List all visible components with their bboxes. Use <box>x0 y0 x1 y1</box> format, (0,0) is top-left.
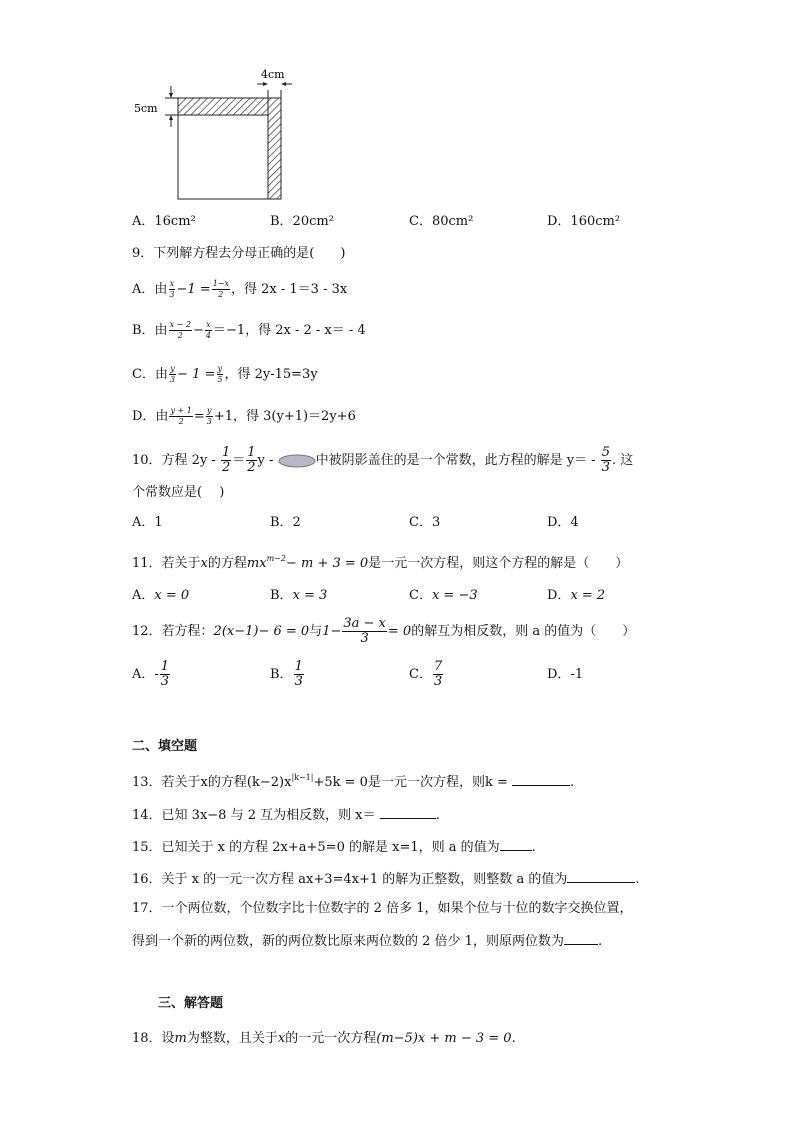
fraction: $\frac{y}{3}$ <box>169 364 176 384</box>
fraction: $\frac{1}{3}$ <box>160 659 170 689</box>
q10-option-b[interactable]: B．2 <box>270 515 301 530</box>
answer-blank[interactable] <box>500 838 532 851</box>
q9-option-a[interactable]: A．由 $\frac{x}{3}$ −1 = $\frac{1-x}{2}$ ，得 2x - 1＝3 - 3x <box>132 279 348 299</box>
q12-option-d[interactable]: D．-1 <box>547 667 584 682</box>
q9-stem: 9．下列解方程去分母正确的是( ) <box>132 246 346 261</box>
q13-stem: 13．若关于x的方程$(k-2)x^{|k-1|}+5k = 0$是一元一次方程，则k = . <box>132 773 575 790</box>
q8-option-b[interactable]: B．20cm² <box>270 214 334 229</box>
answer-blank[interactable] <box>567 870 635 883</box>
q8-option-a[interactable]: A．16cm² <box>132 214 196 229</box>
fraction: $\frac{7}{3}$ <box>433 659 443 689</box>
fraction: $\frac{1}{2}$ <box>247 445 256 475</box>
section-solutions-heading: 三、解答题 <box>158 996 224 1011</box>
q9-option-d[interactable]: D．由 $\frac{y + 1}{2}$ = $\frac{y}{3}$ +1，得 3(y+1)＝2y+6 <box>132 406 356 426</box>
fraction: $\frac{5}{3}$ <box>601 445 610 475</box>
q8-option-d[interactable]: D．160cm² <box>547 214 621 229</box>
answer-blank[interactable] <box>380 806 436 819</box>
q16-stem: 16．关于 x 的一元一次方程 ax+3=4x+1 的解为正整数，则整数 a 的值为 . <box>132 872 640 887</box>
fraction: $\frac{1-x}{2}$ <box>212 279 229 299</box>
shaded-strip-right <box>268 98 281 199</box>
fraction: $\frac{y}{3}$ <box>206 406 212 426</box>
q10-option-d[interactable]: D．4 <box>547 515 579 530</box>
section-fill-in-heading: 二、填空题 <box>132 739 198 754</box>
q8-option-c[interactable]: C．80cm² <box>409 214 474 229</box>
rectangle-figure <box>125 60 305 205</box>
original-square <box>178 115 268 199</box>
q11-option-a[interactable]: A．x = 0 <box>132 588 190 603</box>
q11-stem: 11．若关于x的方程$mx^{m-2}- m + 3 = 0$是一元一次方程，则这个方程的解是（ ） <box>132 554 629 571</box>
fraction: $\frac{y + 1}{2}$ <box>170 406 192 426</box>
q9-option-c[interactable]: C．由 $\frac{y}{3}$ − 1 = $\frac{y}{5}$ ，得 2y-15=3y <box>132 364 318 384</box>
q12-option-c[interactable]: C． $\frac{7}{3}$ <box>409 659 443 689</box>
q14-stem: 14．已知 3x−8 与 2 互为相反数，则 x＝ . <box>132 808 440 823</box>
q11-option-b[interactable]: B．x = 3 <box>270 588 328 603</box>
q10-option-a[interactable]: A．1 <box>132 515 163 530</box>
answer-blank[interactable] <box>564 932 598 945</box>
q12-option-b[interactable]: B． $\frac{1}{3}$ <box>270 659 303 689</box>
fraction: $\frac{3a - x}{3}$ <box>343 616 386 646</box>
fraction: $\frac{x}{3}$ <box>169 279 175 299</box>
answer-blank[interactable] <box>512 773 570 786</box>
q12-option-a[interactable]: A．- $\frac{1}{3}$ <box>132 659 170 689</box>
q10-option-c[interactable]: C．3 <box>409 515 441 530</box>
q17-stem-line1: 17．一个两位数，个位数字比十位数字的 2 倍多 1，如果个位与十位的数字交换位置， <box>132 901 633 916</box>
q18-stem: 18．设m为整数，且关于x的一元一次方程(m−5)x + m − 3 = 0. <box>132 1031 516 1046</box>
fraction: $\frac{x}{4}$ <box>205 320 211 340</box>
height-label: 5cm <box>134 102 158 115</box>
q9-option-b[interactable]: B．由 $\frac{x - 2}{2}$ − $\frac{x}{4}$ ＝−1，得 2x - 2 - x＝ - 4 <box>132 320 366 340</box>
shaded-strip-top <box>178 98 268 115</box>
q11-option-c[interactable]: C．x = −3 <box>409 588 478 603</box>
q15-stem: 15．已知关于 x 的方程 2x+a+5=0 的解是 x=1，则 a 的值为 . <box>132 840 536 855</box>
q17-stem-line2: 得到一个新的两位数，新的两位数比原来两位数的 2 倍少 1，则原两位数为 . <box>132 934 603 949</box>
q11-option-d[interactable]: D．x = 2 <box>547 588 606 603</box>
width-label: 4cm <box>261 68 285 81</box>
shaded-blob-icon <box>278 454 316 468</box>
fraction: $\frac{y}{5}$ <box>217 364 223 384</box>
fraction: $\frac{x - 2}{2}$ <box>169 320 191 340</box>
fraction: $\frac{1}{3}$ <box>294 659 303 689</box>
q10-stem-line2: 个常数应是( ) <box>132 485 225 500</box>
q10-stem: 10．方程 2y - $\frac{1}{2}$ ＝ $\frac{1}{2}$ y - 中被阴影盖住的是一个常数，此方程的解是 y＝ - $\frac{5}{3}$ . 这 <box>132 445 634 475</box>
q12-stem: 12．若方程：2(x−1)− 6 = 0与1− $\frac{3a - x}{3}$ = 0的解互为相反数，则 a 的值为（ ） <box>132 616 636 646</box>
fraction: $\frac{1}{2}$ <box>221 445 231 475</box>
